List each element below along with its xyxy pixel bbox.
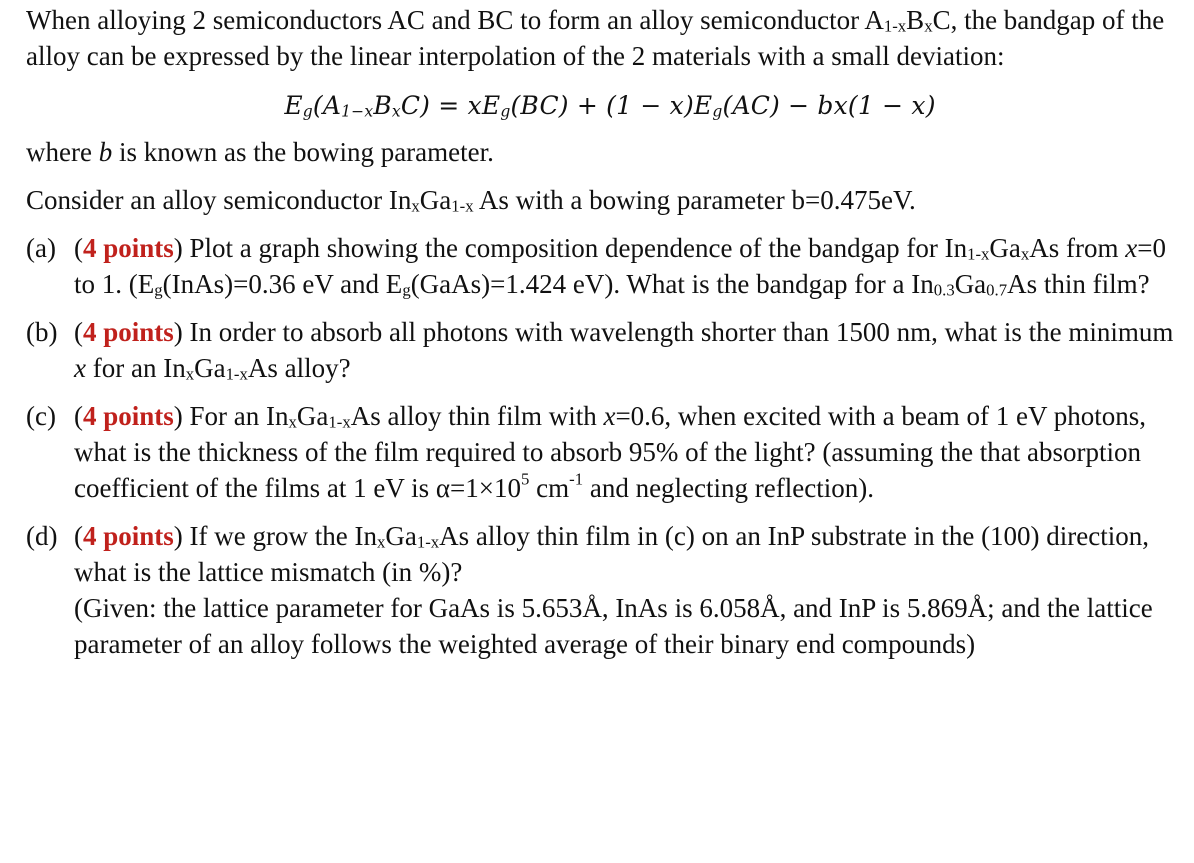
problem-page [26,2,1186,662]
question-a-points: 4 points [83,233,174,263]
question-b [26,314,1186,386]
question-c [26,398,1186,506]
question-a-body: (4 points) Plot a graph showing the composition dependence of the bandgap for $In_{1-x}Ga_xAs$ from x=0 to 1. ($E_g(InAs)=0.36$ eV and $E_g(GaAs)=1.424$ eV). What is the bandgap for a $In_{0.3}Ga_{0.7}As$ thin film? [74,233,1166,300]
intro-sub-1: 1-x [883,16,907,36]
intro-text-3: C, the bandgap of the alloy can be expressed by the linear interpolation of the 2 materials with a small deviation: [26,5,1165,71]
intro-text-1: When alloying 2 semiconductors AC and BC to form an alloy semiconductor A [26,5,884,35]
question-d-body: (4 points) If we grow the $In_xGa_{1-x}As$ alloy thin film in (c) on an InP substrate in the (100) direction, what is the lattice mismatch (in %)? (Given: the lattice parameter for GaAs is 5.653Å, InAs is 6.058Å, and InP is 5.869Å; and the lattice parameter of an alloy follows the weighted average of their binary end compounds) [74,521,1153,659]
question-a-label: (a) [26,233,56,263]
question-d [26,518,1186,662]
question-c-points: 4 points [83,401,174,431]
intro-paragraph [26,2,1186,74]
bowing-definition: where b is known as the bowing parameter. [26,137,494,167]
intro-text-2: B [906,5,925,35]
question-d-given: (Given: the lattice parameter for GaAs is 5.653Å, InAs is 6.058Å, and InP is 5.869Å; and the lattice parameter of an alloy follows the weighted average of their binary end compounds) [74,593,1153,659]
question-d-points: 4 points [83,521,174,551]
question-d-label: (d) [26,521,58,551]
question-b-points: 4 points [83,317,174,347]
question-b-body: (4 points) In order to absorb all photons with wavelength shorter than 1500 nm, what is the minimum x for an $In_xGa_{1-x}As$ alloy? [74,317,1174,384]
consider-statement: Consider an alloy semiconductor $In_xGa_{1-x}$ As with a bowing parameter b=0.475eV. [26,185,916,216]
question-b-label: (b) [26,317,58,347]
question-a [26,230,1186,302]
question-c-body: (4 points) For an $In_xGa_{1-x}As$ alloy thin film with x=0.6, when excited with a beam of 1 eV photons, what is the thickness of the film required to absorb 95% of the light? (assuming the that absorption coefficient of the films at 1 eV is $\alpha=1\times 10^5$ $cm^{-1}$ and neglecting reflection). [74,401,1147,503]
bandgap-equation: $E_g(A_{1-x}B_xC) = xE_g(BC) + (1 - x)E_g(AC) - bx(1 - x)$ [284,91,936,121]
intro-sub-2: x [924,16,933,36]
question-c-label: (c) [26,401,56,431]
